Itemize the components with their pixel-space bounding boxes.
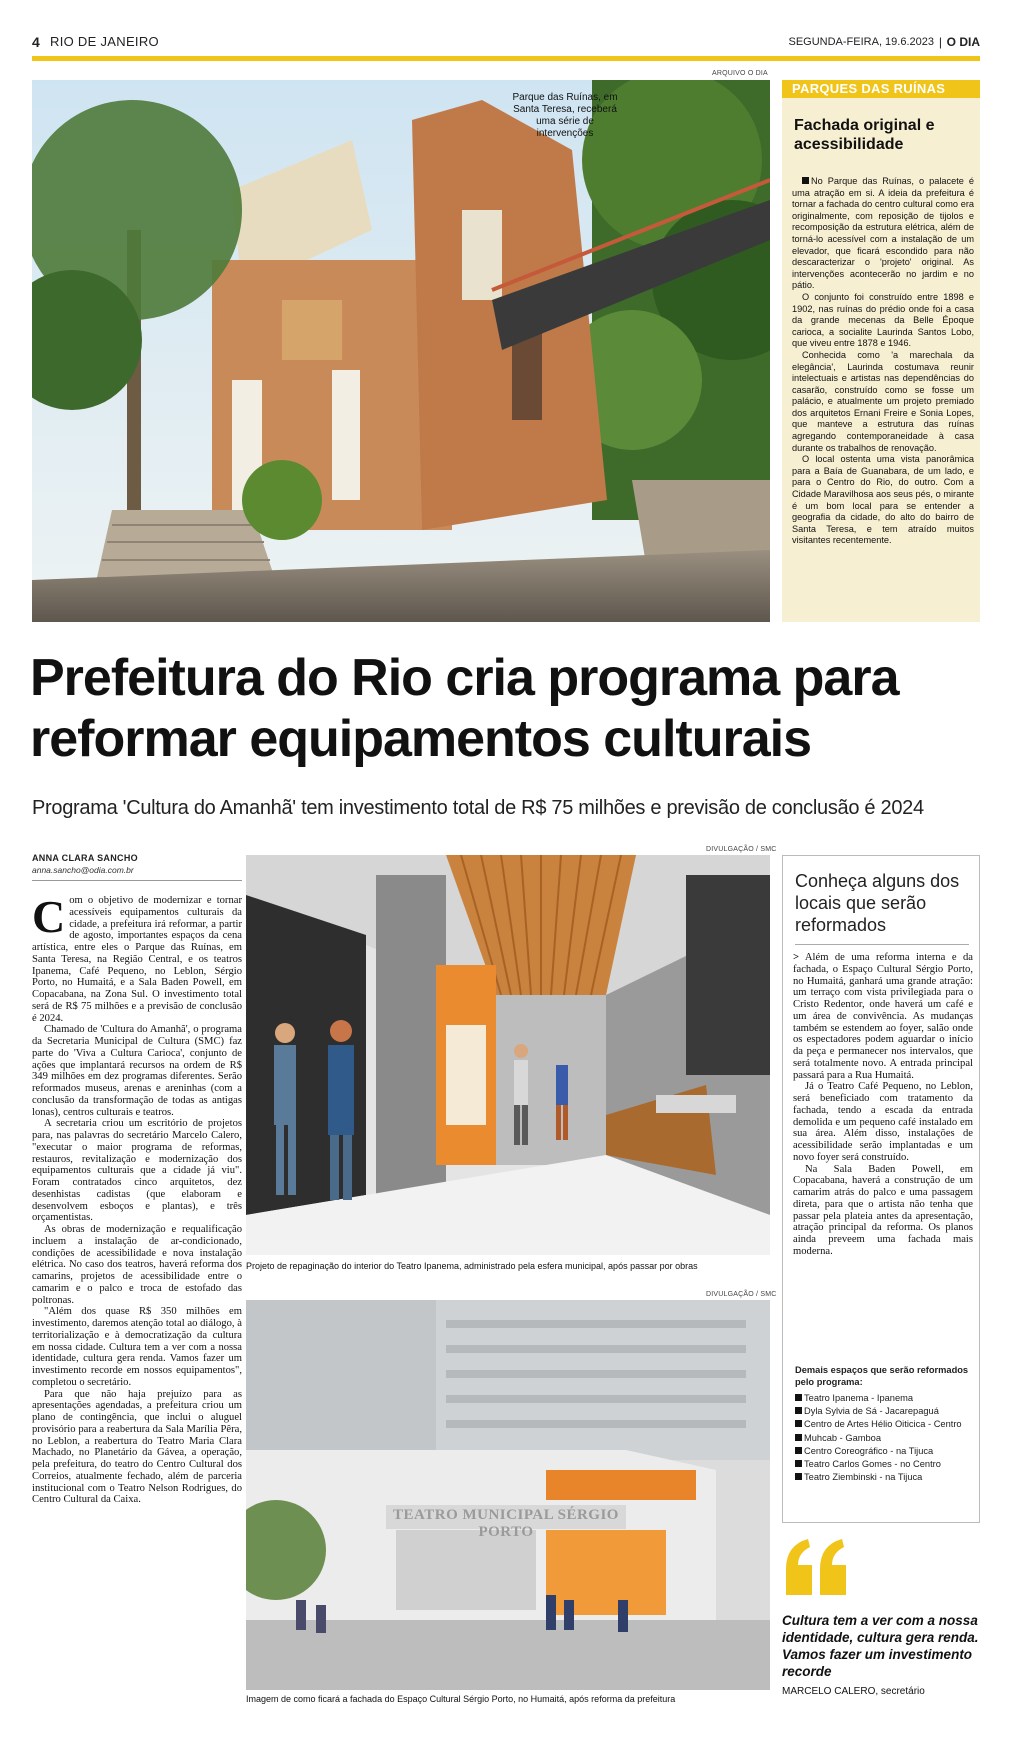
- headline: Prefeitura do Rio cria programa para reformar equipamentos culturais: [30, 649, 899, 768]
- venues-sidebar-text: [793, 952, 973, 1258]
- venues-paragraph: > Além de uma reforma interna e da fachada, o Espaço Cultural Sérgio Porto, no Humaitá, ganhará uma grande atração: um terraço com vista privilegiada para o Cristo Redentor, onde haverá um café e um área de convivência. As mudanças também se estendem ao foyer, salão onde os espectadores podem aguardar o início da peça e permanecer nos intervalos, que será totalmente novo. A entrada principal passará para a Rua Humaitá.: [793, 952, 973, 1081]
- list-item: Dyla Sylvia de Sá - Jacarepaguá: [795, 1405, 973, 1418]
- ruins-sidebar: [782, 80, 980, 622]
- theater-facade-render: [246, 1300, 770, 1690]
- photo2-credit: DIVULGAÇÃO / SMC: [706, 846, 777, 853]
- list-item: Centro Coreográfico - na Tijuca: [795, 1445, 973, 1458]
- header-separator: |: [938, 35, 942, 49]
- byline: [32, 853, 242, 875]
- article-paragraph: As obras de modernização e requalificação incluem a instalação de ar-condicionado, condições de acessibilidade e nova instalação elétrica. No caso dos teatros, haverá reforma dos camarins, projetos de acessibilidade entre o camarim e o palco e troca de estofado das poltronas.: [32, 1224, 242, 1306]
- list-item: Centro de Artes Hélio Oiticica - Centro: [795, 1418, 973, 1431]
- sidebar-tag: PARQUES DAS RUÍNAS: [782, 80, 980, 98]
- author-name: ANNA CLARA SANCHO: [32, 853, 138, 863]
- sidebar-text: [792, 176, 974, 547]
- ruins-photo: [32, 80, 770, 622]
- list-item: Teatro Ipanema - Ipanema: [795, 1392, 973, 1405]
- photo1-caption: Parque das Ruínas, em Santa Teresa, receberá uma série de intervenções: [512, 92, 618, 139]
- sidebar-title: Fachada original e acessibilidade: [794, 117, 935, 153]
- drop-cap: C: [32, 891, 66, 942]
- arrow-marker-icon: >: [793, 952, 800, 963]
- article-paragraph: Para que não haja prejuízo para as apresentações agendadas, a prefeitura criou um plano de contingência, que inclui o aluguel provisório para a reabertura da Sala Marília Pêra, no Leblon, a reabertura do Teatro Maria Clara Machado, no Planetário da Gávea, a operação, pela prefeitura, do teatro do Centro Cultural dos Correios, atualmente fechado, além de parceria institucional com o Teatro Nelson Rodrigues, do Centro Cultural da Caixa.: [32, 1388, 242, 1506]
- page-header: [32, 32, 980, 54]
- list-item: Teatro Ziembinski - na Tijuca: [795, 1471, 973, 1484]
- article-paragraph: Com o objetivo de modernizar e tornar acessíveis equipamentos culturais da cidade, a prefeitura irá reformar, a partir de agosto, importantes espaços da cena artística, entre eles o Parque das Ruínas, em Santa Teresa, na Região Central, e os teatros Ipanema, Café Pequeno, no Leblon, Sérgio Porto, no Humaitá, e a Sala Baden Powell, em Copacabana, na Zona Sul. O investimento total será de R$ 75 milhões e a previsão de conclusão é 2024.: [32, 891, 242, 1024]
- issue-date: SEGUNDA-FEIRA, 19.6.2023: [788, 36, 934, 48]
- article-paragraph: "Além dos quase R$ 350 milhões em investimento, daremos atenção total ao diálogo, à territorialização e à democratização da cultura em nossa cidade. Cultura tem a ver com a nossa identidade, cultura gera renda. Vamos fazer um investimento recorde em nossos equipamentos", completou o secretário.: [32, 1306, 242, 1388]
- facade-sign: TEATRO MUNICIPAL SÉRGIO PORTO: [393, 1507, 619, 1540]
- article-body: [32, 891, 242, 1506]
- list-item: Teatro Carlos Gomes - no Centro: [795, 1458, 973, 1471]
- header-rule: [32, 56, 980, 61]
- venues-list-heading: Demais espaços que serão reformados pelo programa:: [795, 1365, 969, 1387]
- article-paragraph: A secretaria criou um escritório de projetos para, nas palavras do secretário Marcelo Calero, "executar o maior programa de reformas, restauros, revitalização e modernização dos equipamentos culturais que a cidade já viu". Foram contratados cinco arquitetos, dez desenhistas cadistas (que elaboram e desenvolvem esboços e plantas), e três orçamentistas.: [32, 1118, 242, 1224]
- pull-quote-author: MARCELO CALERO, secretário: [782, 1686, 925, 1697]
- sidebar-paragraph: Conhecida como 'a marechala da elegância', Laurinda costumava reunir intelectuais e artistas nas dependências do casarão, construído como se fosse um palácio, e atualmente um projeto premiado dos arquitetos Ernani Freire e Sonia Lopes, que manteve a estrutura das ruínas agregando contemporaneidade à casa durante os trabalhos de renovação.: [792, 349, 974, 453]
- photo3-caption: Imagem de como ficará a fachada do Espaço Cultural Sérgio Porto, no Humaitá, após reforma da prefeitura: [246, 1694, 676, 1704]
- square-bullet-icon: [802, 177, 809, 184]
- photo1-credit: ARQUIVO O DIA: [712, 70, 768, 77]
- sidebar-paragraph: O local ostenta uma vista panorâmica para a Baía de Guanabara, de um lado, e para o Centro do Rio, do outro. Com a Cidade Maravilhosa aos seus pés, o mirante é um bom local para se entender a geografia da cidade, do alto do bairro de Santa Teresa, e tem atraído muitos visitantes recentemente.: [792, 454, 974, 546]
- square-bullet-icon: [795, 1434, 802, 1441]
- byline-rule: [32, 880, 242, 881]
- photo3-credit: DIVULGAÇÃO / SMC: [706, 1291, 777, 1298]
- list-item: Muhcab - Gamboa: [795, 1432, 973, 1445]
- interior-illustration: [246, 855, 770, 1255]
- sidebar-paragraph: O conjunto foi construído entre 1898 e 1902, nas ruínas do prédio onde foi a casa da grande mecenas da Belle Époque carioca, a socialite Laurinda Santos Lobo, que viveu entre 1878 e 1946.: [792, 291, 974, 349]
- venues-sidebar-title: Conheça alguns dos locais que serão reformados: [795, 871, 960, 935]
- sidebar-paragraph: No Parque das Ruínas, o palacete é uma atração em si. A ideia da prefeitura é tornar a fachada do centro cultural como era originalmente, com reposição de tijolos e recomposição da estrutura elétrica, além de torná-lo acessível com a instalação de um elevador, que ficará escondido para não descaracterizar o 'projeto' original. As intervenções acontecerão no jardim e no pátio.: [792, 176, 974, 291]
- newspaper-brand: O DIA: [946, 35, 980, 49]
- venues-sidebar: [782, 855, 980, 1523]
- section-name: RIO DE JANEIRO: [50, 34, 159, 49]
- square-bullet-icon: [795, 1460, 802, 1467]
- square-bullet-icon: [795, 1394, 802, 1401]
- subheadline: Programa 'Cultura do Amanhã' tem investimento total de R$ 75 milhões e previsão de conclusão é 2024: [32, 797, 924, 819]
- author-email[interactable]: anna.sancho@odia.com.br: [32, 865, 134, 875]
- facade-illustration: [246, 1300, 770, 1690]
- venues-paragraph: Já o Teatro Café Pequeno, no Leblon, será beneficiado com tratamento da fachada, tendo a escada da entrada demolida e um pequeno café instalado em sua área. Além disso, instalações de acessibilidade serão implantadas e um novo foyer será construído.: [793, 1081, 973, 1163]
- photo2-caption: Projeto de repaginação do interior do Teatro Ipanema, administrado pela esfera municipal, após passar por obras: [246, 1261, 698, 1271]
- square-bullet-icon: [795, 1420, 802, 1427]
- square-bullet-icon: [795, 1407, 802, 1414]
- venues-paragraph: Na Sala Baden Powell, em Copacabana, haverá a construção de um camarim atrás do palco e uma passagem direta, para que o artista não tenha que passar pela plateia antes da apresentação, atração principal da reforma. Os planos ainda preveem uma fachada mais moderna.: [793, 1163, 973, 1257]
- page-number: 4: [32, 34, 40, 50]
- venues-list: [795, 1392, 973, 1484]
- venues-sidebar-rule: [795, 944, 969, 945]
- quote-mark-icon: [782, 1535, 852, 1605]
- article-paragraph: Chamado de 'Cultura do Amanhã', o programa da Secretaria Municipal de Cultura (SMC) faz parte do 'Viva a Cultura Carioca', conjunto de ações que implantará recursos na ordem de R$ 349 milhões em dez programas diferentes. Serão reformados museus, arenas e areninhas (com a conclusão da transformação de todas as antigas lonas), centros culturais e teatros.: [32, 1024, 242, 1118]
- ruins-illustration: [32, 80, 770, 622]
- pull-quote: Cultura tem a ver com a nossa identidade, cultura gera renda. Vamos fazer um investimento recorde: [782, 1613, 979, 1679]
- square-bullet-icon: [795, 1473, 802, 1480]
- square-bullet-icon: [795, 1447, 802, 1454]
- theater-interior-render: [246, 855, 770, 1255]
